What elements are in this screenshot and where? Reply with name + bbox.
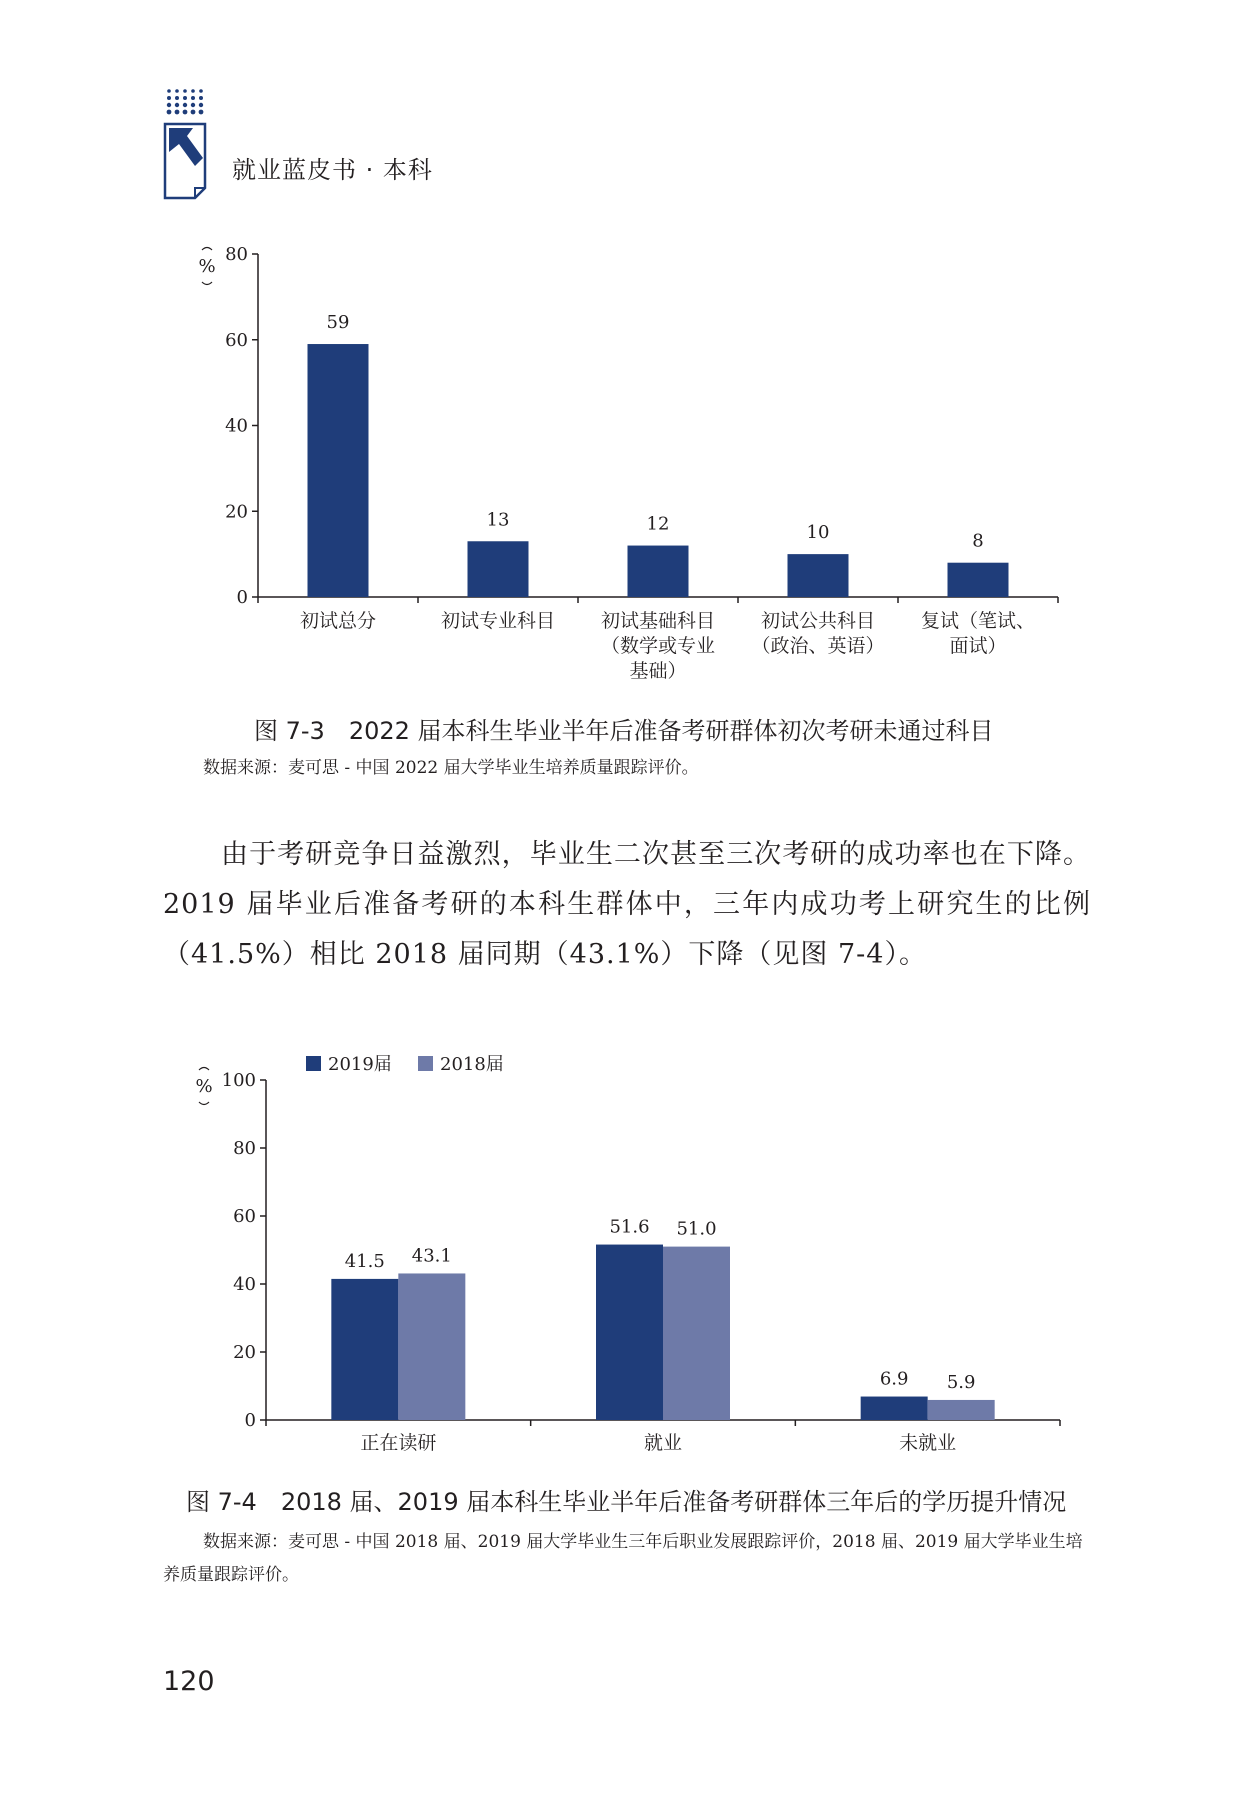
x-category-label: 基础） xyxy=(629,660,687,682)
chart-7-3 xyxy=(0,240,1247,690)
y-tick-label: 100 xyxy=(221,1070,256,1091)
y-tick-label: 80 xyxy=(225,244,248,265)
book-logo-icon xyxy=(163,88,213,200)
chart2-caption: 图 7-4 2018 届、2019 届本科生毕业半年后准备考研群体三年后的学历提升情况 xyxy=(186,1488,1067,1516)
x-category-label: 复试（笔试、 xyxy=(920,610,1036,632)
x-category-label: 未就业 xyxy=(899,1432,957,1454)
bar xyxy=(628,546,689,597)
bar-value-label: 43.1 xyxy=(411,1245,452,1267)
bar-value-label: 8 xyxy=(972,530,984,552)
x-category-label: （政治、英语） xyxy=(751,635,885,657)
bar xyxy=(788,554,849,597)
x-category-label: 就业 xyxy=(643,1432,683,1454)
y-axis-label: % xyxy=(198,256,216,277)
y-axis-label-paren-bottom xyxy=(202,282,212,285)
x-category-label: 面试） xyxy=(949,635,1007,657)
y-axis-label-paren-bottom xyxy=(199,1102,209,1105)
y-tick-label: 40 xyxy=(233,1274,256,1295)
bar-value-label: 13 xyxy=(486,509,510,531)
bar-value-label: 6.9 xyxy=(879,1368,909,1390)
y-tick-label: 60 xyxy=(225,329,248,351)
bar-value-label: 10 xyxy=(806,522,830,544)
y-tick-label: 20 xyxy=(233,1342,256,1363)
y-tick-label: 20 xyxy=(225,501,248,523)
y-axis-label: % xyxy=(195,1076,213,1097)
page-number: 120 xyxy=(163,1666,215,1697)
bar-value-label: 59 xyxy=(326,312,350,334)
y-tick-label: 0 xyxy=(236,587,248,608)
y-tick-label: 40 xyxy=(225,415,248,437)
x-category-label: 初试总分 xyxy=(299,610,377,632)
legend-label: 2018届 xyxy=(440,1054,504,1075)
bar xyxy=(331,1279,398,1420)
x-category-label: 初试专业科目 xyxy=(440,610,556,632)
legend-swatch xyxy=(418,1056,433,1071)
body-paragraph: 由于考研竞争日益激烈，毕业生二次甚至三次考研的成功率也在下降。2019 届毕业后准备考研的本科生群体中，三年内成功考上研究生的比例（41.5%）相比 2018 届同期（43.1%）下降（见图 7-4）。 xyxy=(163,839,1091,970)
chart1-caption: 图 7-3 2022 届本科生毕业半年后准备考研群体初次考研未通过科目 xyxy=(254,717,994,745)
bar xyxy=(861,1397,928,1420)
bar xyxy=(308,344,369,597)
chart-7-4 xyxy=(0,1040,1247,1460)
x-category-label: 初试基础科目 xyxy=(600,610,716,632)
bar xyxy=(596,1245,663,1420)
bar xyxy=(663,1247,730,1420)
legend-label: 2019届 xyxy=(328,1054,392,1075)
bar-value-label: 41.5 xyxy=(344,1250,385,1272)
chart1-source: 数据来源：麦可思 - 中国 2022 届大学毕业生培养质量跟踪评价。 xyxy=(203,758,699,778)
y-tick-label: 80 xyxy=(233,1138,256,1159)
x-category-label: 正在读研 xyxy=(360,1432,437,1454)
y-tick-label: 60 xyxy=(233,1206,256,1227)
x-category-label: 初试公共科目 xyxy=(760,610,876,632)
x-category-label: （数学或专业 xyxy=(600,635,716,657)
bar xyxy=(398,1273,465,1420)
bar xyxy=(468,541,529,597)
bar xyxy=(928,1400,995,1420)
bar-value-label: 51.0 xyxy=(676,1218,717,1240)
y-tick-label: 0 xyxy=(244,1410,256,1431)
bar-value-label: 51.6 xyxy=(609,1216,650,1238)
header-title: 就业蓝皮书 · 本科 xyxy=(232,156,433,184)
legend-swatch xyxy=(306,1056,321,1071)
y-axis-label-paren-top xyxy=(202,248,212,251)
bar-value-label: 5.9 xyxy=(946,1371,976,1393)
chart2-source: 数据来源：麦可思 - 中国 2018 届、2019 届大学毕业生三年后职业发展跟踪评价，2018 届、2019 届大学毕业生培养质量跟踪评价。 xyxy=(163,1532,1083,1585)
y-axis-label-paren-top xyxy=(199,1068,209,1071)
bar xyxy=(948,563,1009,597)
bar-value-label: 12 xyxy=(646,513,670,535)
